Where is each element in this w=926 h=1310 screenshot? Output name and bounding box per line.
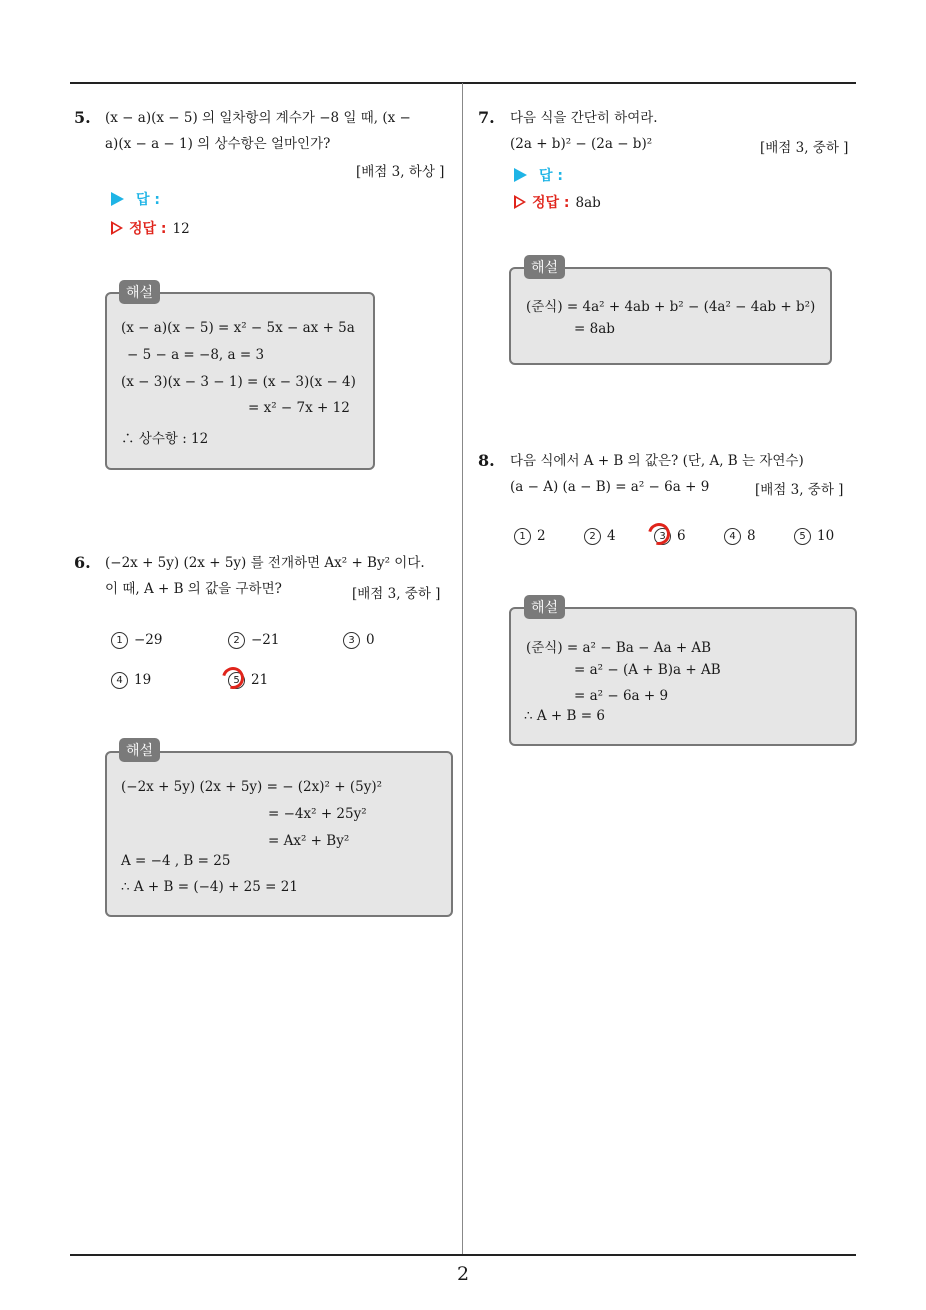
question-line-1: (−2x + 5y) (2x + 5y) 를 전개하면 Ax² + By² 이다. <box>105 555 425 571</box>
question-line-2: (2a + b)² − (2a − b)² <box>510 136 653 152</box>
score-meta: [배점 3, 중하 ] <box>760 140 849 156</box>
solution-tag: 해설 <box>524 255 565 279</box>
solution-box <box>509 267 832 365</box>
choice-value: 8 <box>747 528 756 544</box>
solution-tag: 해설 <box>524 595 565 619</box>
solution-line: ∴ 상수항 : 12 <box>121 431 209 447</box>
correct-value: 8ab <box>575 195 601 211</box>
solution-box <box>105 751 453 917</box>
bottom-rule <box>70 1254 856 1256</box>
solution-box <box>509 607 857 746</box>
problem-number: 8. <box>478 451 495 470</box>
solution-tag: 해설 <box>119 738 160 762</box>
circled-number: 1 <box>514 528 531 545</box>
circled-number: 5 <box>794 528 811 545</box>
solution-line: A = −4 , B = 25 <box>121 853 231 869</box>
correct-answer-row <box>514 192 601 212</box>
circled-number: 4 <box>111 672 128 689</box>
solution-line: (준식) = 4a² + 4ab + b² − (4a² − 4ab + b²) <box>526 299 816 315</box>
choice-value: 0 <box>366 632 375 648</box>
answer-row <box>514 165 563 185</box>
problem-number: 7. <box>478 108 495 127</box>
solution-line: ∴ A + B = (−4) + 25 = 21 <box>121 879 298 895</box>
choice-value: 4 <box>607 528 616 544</box>
choice-4[interactable] <box>111 672 151 689</box>
solution-line: (x − a)(x − 5) = x² − 5x − ax + 5a <box>121 320 355 336</box>
circled-number: 2 <box>228 632 245 649</box>
correct-label: 정답 : <box>532 195 570 211</box>
question-line-2: a)(x − a − 1) 의 상수항은 얼마인가? <box>105 136 331 152</box>
question-line-2: (a − A) (a − B) = a² − 6a + 9 <box>510 479 710 495</box>
choice-value: 21 <box>251 672 269 688</box>
solution-line: = x² − 7x + 12 <box>248 400 350 416</box>
choice-value: 6 <box>677 528 686 544</box>
choice-5[interactable] <box>794 528 834 545</box>
circled-number: 2 <box>584 528 601 545</box>
choice-value: 19 <box>134 672 152 688</box>
solution-line: ∴ A + B = 6 <box>524 708 605 724</box>
choice-1[interactable] <box>514 528 546 545</box>
solution-line: = a² − (A + B)a + AB <box>574 662 721 678</box>
choice-value: −29 <box>134 632 163 648</box>
circled-number: 4 <box>724 528 741 545</box>
solution-line: = a² − 6a + 9 <box>574 688 669 704</box>
solution-box <box>105 292 375 470</box>
circled-number: 5 <box>228 672 245 689</box>
solution-line: = −4x² + 25y² <box>268 806 367 822</box>
choice-3[interactable] <box>343 632 375 649</box>
score-meta: [배점 3, 중하 ] <box>352 586 441 602</box>
outline-play-icon <box>111 221 123 235</box>
score-meta: [배점 3, 중하 ] <box>755 482 844 498</box>
top-rule <box>70 82 856 84</box>
problem-number: 6. <box>74 553 91 572</box>
choice-value: 2 <box>537 528 546 544</box>
circled-number: 3 <box>654 528 671 545</box>
column-divider <box>462 83 463 1255</box>
answer-label: 답 : <box>539 168 563 184</box>
choice-2[interactable] <box>228 632 280 649</box>
correct-label: 정답 : <box>129 221 167 237</box>
question-line-1: 다음 식에서 A + B 의 값은? (단, A, B 는 자연수) <box>510 453 804 469</box>
answer-label: 답 : <box>136 192 160 208</box>
problem-number: 5. <box>74 108 91 127</box>
correct-answer-row <box>111 218 190 238</box>
score-meta: [배점 3, 하상 ] <box>356 164 445 180</box>
answer-row <box>111 189 160 209</box>
question-line-1: 다음 식을 간단히 하여라. <box>510 110 658 126</box>
choice-4[interactable] <box>724 528 756 545</box>
solution-line: = 8ab <box>574 321 615 337</box>
question-line-2: 이 때, A + B 의 값을 구하면? <box>105 581 282 597</box>
choice-2[interactable] <box>584 528 616 545</box>
outline-play-icon <box>514 195 526 209</box>
page-number: 2 <box>456 1263 470 1285</box>
choice-1[interactable] <box>111 632 163 649</box>
choice-value: −21 <box>251 632 280 648</box>
solution-line: − 5 − a = −8, a = 3 <box>127 347 265 363</box>
correct-value: 12 <box>172 221 190 237</box>
solution-line: (x − 3)(x − 3 − 1) = (x − 3)(x − 4) <box>121 374 356 390</box>
solution-tag: 해설 <box>119 280 160 304</box>
solution-line: = Ax² + By² <box>268 833 350 849</box>
circled-number: 1 <box>111 632 128 649</box>
solution-line: (준식) = a² − Ba − Aa + AB <box>526 640 712 656</box>
play-icon <box>514 168 527 182</box>
choice-value: 10 <box>817 528 835 544</box>
solution-line: (−2x + 5y) (2x + 5y) = − (2x)² + (5y)² <box>121 779 382 795</box>
circled-number: 3 <box>343 632 360 649</box>
question-line-1: (x − a)(x − 5) 의 일차항의 계수가 −8 일 때, (x − <box>105 110 411 126</box>
play-icon <box>111 192 124 206</box>
